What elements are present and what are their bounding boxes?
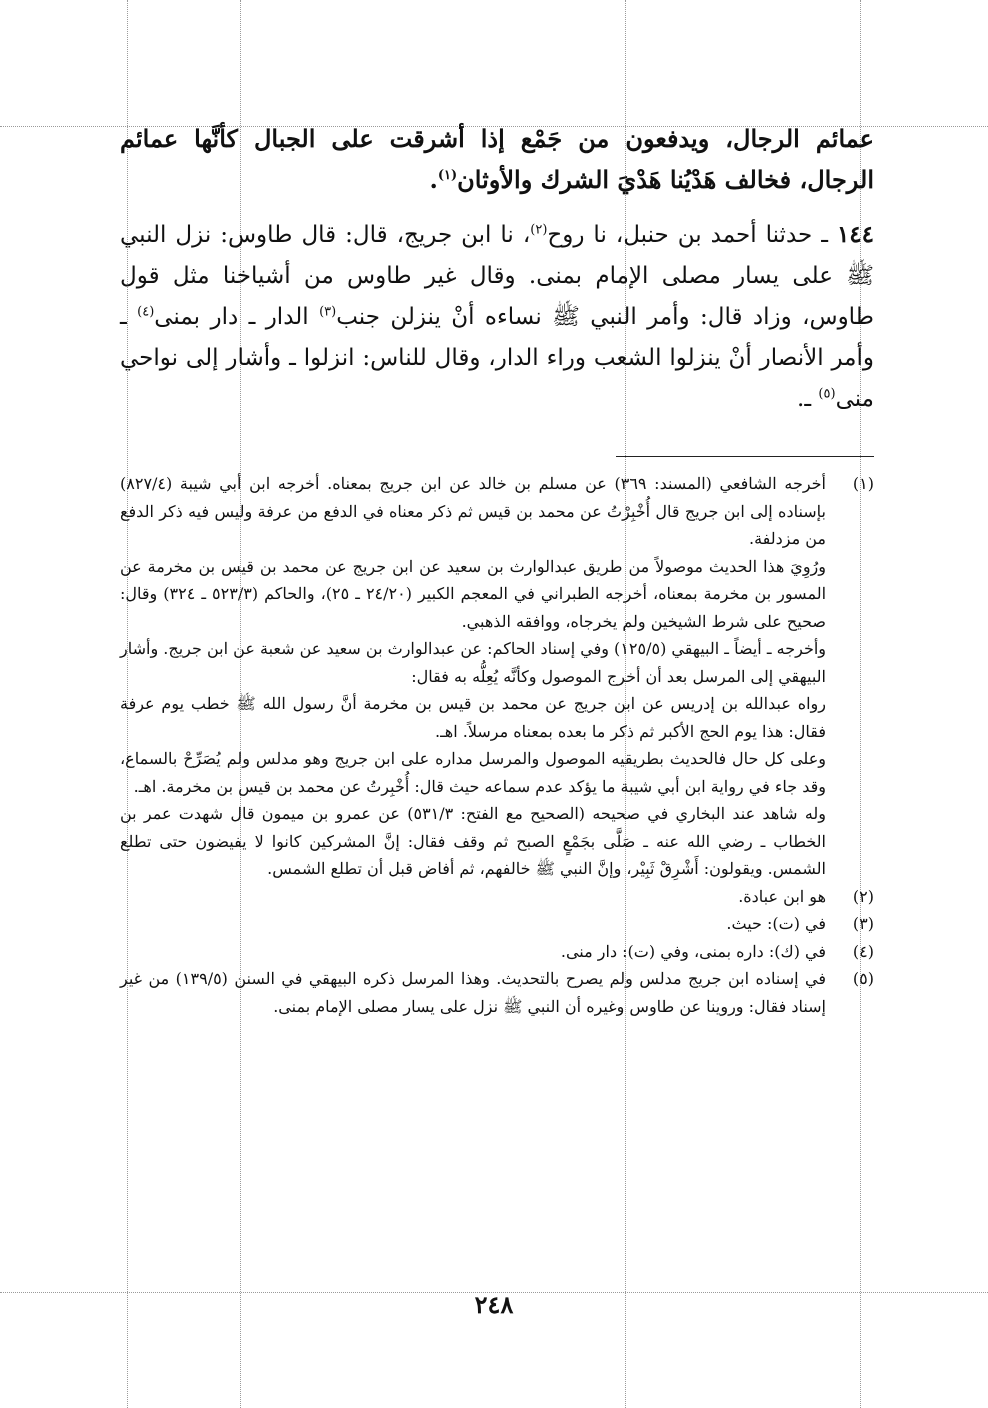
paragraph-text: ـ حدثنا أحمد بن حنبل، نا روح — [547, 222, 837, 248]
footnote-number: (١) — [852, 474, 874, 493]
footnote-number: (٤) — [852, 941, 874, 961]
footnote-number: (٢) — [852, 886, 874, 906]
footnote-body — [120, 883, 826, 911]
footnote-body — [120, 965, 826, 1020]
footnote-paragraph: وعلى كل حال فالحديث بطريقيه الموصول والمرسل مداره على ابن جريج وهو مدلس ولم يُصَرِّحْ بالسماع، وقد جاء في رواية ابن أبي شيبة ما يؤكد عدم سماعه حيث قال: أُخْبِرتُ عن محمد بن قيس بن مخرمة. اهـ. — [120, 749, 826, 796]
footnote-1 — [120, 470, 874, 883]
footnote-5 — [120, 965, 874, 1020]
footnote-ref-4[interactable]: (٤) — [137, 304, 155, 320]
hadith-144-paragraph — [120, 214, 874, 420]
footnote-paragraph: رواه عبدالله بن إدريس عن ابن جريج عن محمد بن قيس بن مخرمة أنَّ رسول الله ﷺ خطب يوم عرفة فقال: هذا يوم الحج الأكبر ثم ذكر ما بعده بمعناه مرسلاً. اهـ. — [120, 694, 827, 741]
footnote-paragraph: ورُوِيَ هذا الحديث موصولاً من طريق عبدالوارث بن سعيد عن ابن جريج عن محمد بن قيس بن مخرمة عن المسور بن مخرمة بمعناه، أخرجه الطبراني في المعجم الكبير (٢٤/٢٠ ـ ٢٥)، والحاكم (٥٢٣/٣ ـ ٣٢٤) وقال: صحيح على شرط الشيخين ولم يخرجاه، ووافقه الذهبي. — [120, 556, 827, 631]
footnote-2 — [120, 883, 874, 911]
paragraph-end: . — [429, 165, 438, 194]
footnote-paragraph: في إسناده ابن جريج مدلس ولم يصرح بالتحديث. وهذا المرسل ذكره البيهقي في السنن (١٣٩/٥) من غير إسناد فقال: وروينا عن طاوس وغيره أن النبي ﷺ نزل على يسار مصلى الإمام بمنى. — [120, 969, 826, 1016]
paragraph-text: ـ. — [797, 386, 819, 412]
footnotes — [120, 470, 874, 1020]
paragraph-text: ، نا ابن جريج، قال: قال طاوس: نزل النبي ﷺ على يسار مصلى الإمام بمنى. وقال غير طاوس من أشياخنا مثل قول طاوس، وزاد قال: وأمر النبي ﷺ نساءه أنْ ينزلن جنب — [120, 222, 874, 330]
footnote-paragraph: وأخرجه ـ أيضاً ـ البيهقي (١٢٥/٥) وفي إسناد الحاكم: عن عبدالوارث بن سعيد عن شعبة عن ابن جريج. وأشار البيهقي إلى المرسل بعد أن أخرج الموصول وكأنَّه يُعِلُّه به فقال: — [120, 639, 827, 686]
footnote-body — [120, 470, 826, 883]
footnote-separator — [616, 456, 874, 457]
paragraph-text: الدار ـ دار بمنى — [154, 304, 320, 330]
footnote-paragraph: في (ك): داره بمنى، وفي (ت): دار منى. — [560, 941, 826, 961]
footnote-paragraph: أخرجه الشافعي (المسند: ٣٦٩) عن مسلم بن خالد عن ابن جريج بمعناه. أخرجه ابن أبي شيبة (٨٢٧/٤) بإسناده إلى ابن جريج قال أُخْبِرْتُ عن محمد بن قيس ثم ذكر معناه في الدفع من عرفة وليس فيه ذكر الدفع من مزدلفة. — [120, 474, 826, 548]
main-paragraph-1 — [120, 118, 874, 200]
footnote-paragraph: وله شاهد عند البخاري في صحيحه (الصحيح مع الفتح: ٥٣١/٣) عن عمرو بن ميمون قال شهدت عمر بن الخطاب ـ رضي الله عنه ـ صَلَّى بجَمْعٍ الصبح ثم وقف فقال: إنَّ المشركين كانوا لا يفيضون حتى تطلع الشمس. ويقولون: أَشْرِقْ ثَبِيْر، وإنَّ النبي ﷺ خالفهم، ثم أفاض قبل أن تطلع الشمس. — [120, 804, 827, 878]
paragraph-text: ـ وأمر الأنصار أنْ ينزلوا الشعب وراء الدار، وقال للناس: انزلوا ـ وأشار إلى نواحي منى — [120, 304, 874, 412]
footnote-paragraph: في (ت): حيث. — [726, 914, 826, 933]
footnote-number: (٣) — [852, 914, 874, 933]
footnote-ref-2[interactable]: (٢) — [530, 222, 548, 238]
paragraph-text: عمائم الرجال، ويدفعون من جَمْع إذا أشرقت على الجبال كأنَّها عمائم الرجال، فخالف هَدْيُنا هَدْيَ الشرك والأوثان — [120, 124, 874, 194]
footnote-ref-3[interactable]: (٣) — [319, 304, 337, 320]
footnote-3 — [120, 910, 874, 938]
footnote-body — [120, 910, 826, 938]
footnote-number: (٥) — [852, 969, 874, 988]
footnote-paragraph: هو ابن عبادة. — [738, 886, 826, 906]
footnote-body — [120, 938, 826, 966]
page-number: ٢٤٨ — [474, 1290, 514, 1319]
hadith-number: ١٤٤ — [836, 221, 875, 248]
footnote-ref-1[interactable]: (١) — [437, 168, 458, 183]
footnote-ref-5[interactable]: (٥) — [818, 386, 836, 402]
footnote-4 — [120, 938, 874, 966]
